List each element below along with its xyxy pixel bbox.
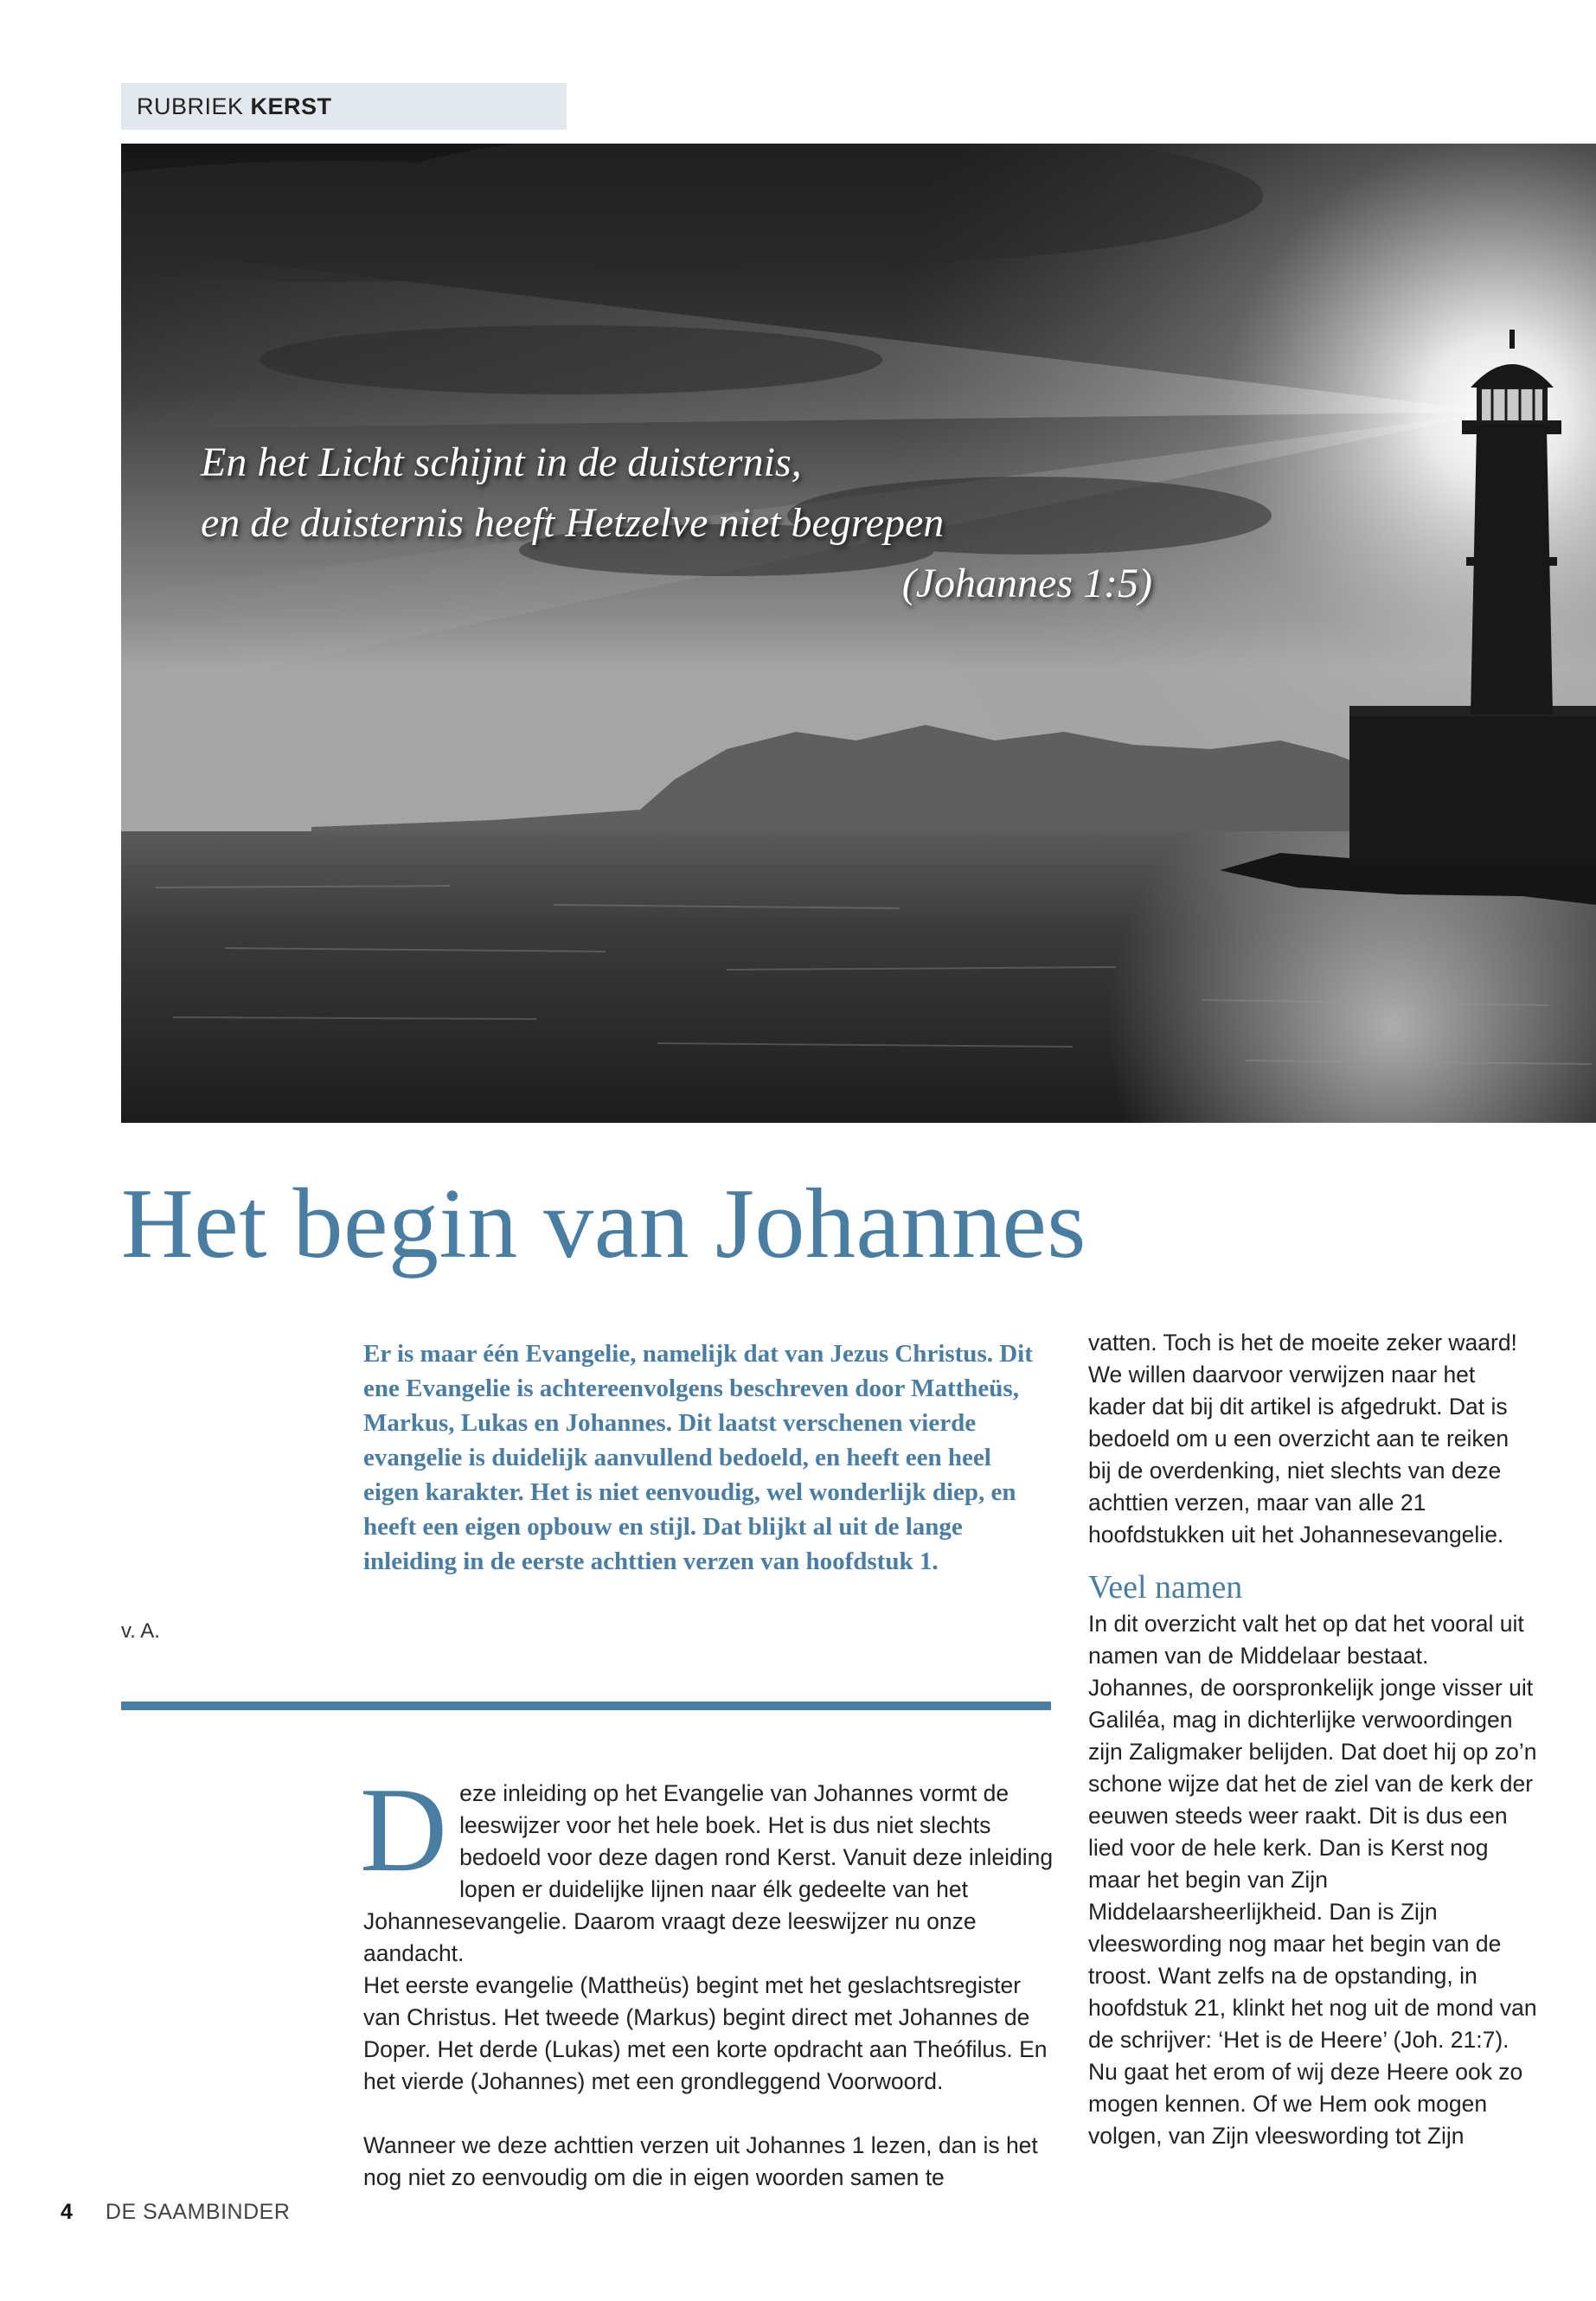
body-column-1: [360, 1763, 1055, 2194]
hero-quote: [201, 433, 1152, 614]
page-number: 4: [61, 2200, 73, 2224]
subheading: Veel namen: [1088, 1569, 1243, 1606]
section-label-topic: KERST: [250, 93, 332, 119]
paragraph-6: Nu gaat het erom of wij deze Heere ook zo mogen kennen. Of we Hem ook mogen volgen, van Zijn vleeswording tot Zijn: [1088, 2059, 1523, 2149]
section-label: [121, 83, 567, 130]
page-footer: [61, 2200, 290, 2225]
magazine-name: DE SAAMBINDER: [105, 2200, 291, 2224]
paragraph-5: In dit overzicht valt het op dat het vooral uit namen van de Middelaar bestaat. Johannes, de oorspronkelijk jonge visser uit Galiléa, mag in dichterlijke verwoordingen zijn Zaligmaker belijden. Dat doet hij op zo’n schone wijze dat het de ziel van de kerk der eeuwen steeds weer raakt. Dit is dus een lied voor de hele kerk. Dan is Kerst nog maar het begin van Zijn Middelaarsheerlijkheid. Dan is Zijn vleeswording nog maar het begin van de troost. Want zelfs na de opstanding, in hoofdstuk 21, klinkt het nog uit de mond van de schrijver: ‘Het is de Heere’ (Joh. 21:7).: [1088, 1611, 1537, 2053]
divider-rule: [121, 1702, 1051, 1710]
article-title: Het begin van Johannes: [121, 1169, 1086, 1279]
drop-cap: D: [360, 1763, 448, 1897]
quote-line-2: en de duisternis heeft Hetzelve niet begrepen: [201, 500, 945, 546]
hero-image-lighthouse: [121, 144, 1596, 1123]
paragraph-1: eze inleiding op het Evangelie van Johannes vormt de leeswijzer voor het hele boek. Het is dus niet slechts bedoeld voor deze dagen rond Kerst. Vanuit deze inleiding lopen er duidelijke lijnen naar élk gedeelte van het Johannesevangelie. Daarom vraagt deze leeswijzer nu onze aandacht.: [363, 1780, 1054, 1966]
article-intro: Er is maar één Evangelie, namelijk dat van Jezus Christus. Dit ene Evangelie is achtereenvolgens beschreven door Mattheüs, Markus, Lukas en Johannes. Dit laatst verschenen vierde evangelie is duidelijk aanvullend bedoeld, en heeft een heel eigen karakter. Het is niet eenvoudig, wel wonderlijk diep, en heeft een eigen opbouw en stijl. Dat blijkt al uit de lange inleiding in de eerste achttien verzen van hoofdstuk 1.: [363, 1340, 1033, 1575]
author-byline: v. A.: [121, 1619, 160, 1643]
body-column-2: [1088, 1327, 1538, 2152]
paragraph-4: vatten. Toch is het de moeite zeker waard! We willen daarvoor verwijzen naar het kader dat bij dit artikel is afgedrukt. Dat is bedoeld om u een overzicht aan te reiken bij de overdenking, niet slechts van deze achttien verzen, maar van alle 21 hoofdstukken uit het Johannesevangelie.: [1088, 1330, 1517, 1548]
paragraph-2: Het eerste evangelie (Mattheüs) begint met het geslachtsregister van Christus. Het tweede (Markus) begint direct met Johannes de Doper. Het derde (Lukas) met een korte opdracht aan Theófilus. En het vierde (Johannes) met een grondleggend Voorwoord.: [363, 1972, 1048, 2094]
paragraph-3: Wanneer we deze achttien verzen uit Johannes 1 lezen, dan is het nog niet zo eenvoudig om die in eigen woorden samen te: [363, 2132, 1038, 2190]
quote-line-1: En het Licht schijnt in de duisternis,: [201, 439, 802, 485]
section-label-prefix: RUBRIEK: [137, 93, 244, 119]
quote-reference: (Johannes 1:5): [901, 561, 1152, 606]
